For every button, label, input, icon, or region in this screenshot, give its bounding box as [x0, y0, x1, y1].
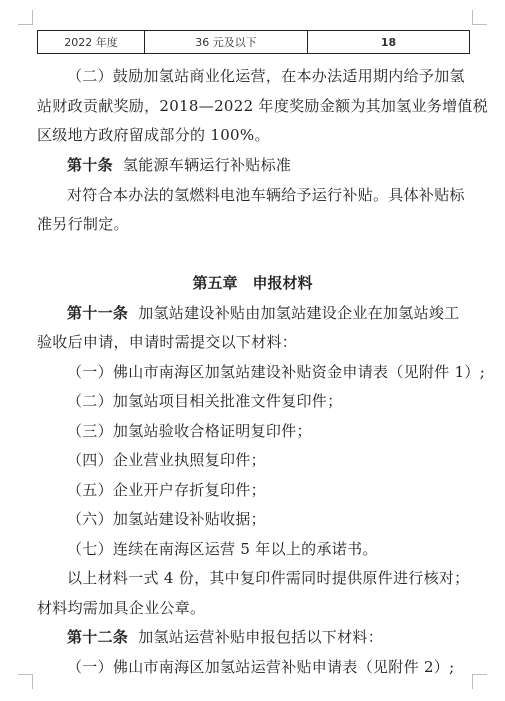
table-cell-subsidy: 18 [308, 31, 470, 54]
list-item: （三）加氢站验收合格证明复印件； [67, 422, 312, 440]
paragraph-line: 对符合本办法的氢燃料电池车辆给予运行补贴。具体补贴标 [67, 186, 465, 204]
table-cell-price-range: 36 元及以下 [145, 31, 308, 54]
crop-mark-top-left [18, 10, 33, 25]
list-item: （七）连续在南海区运营 5 年以上的承诺书。 [67, 540, 378, 558]
paragraph-line: 区级地方政府留成部分的 100%。 [37, 126, 270, 144]
article-11-heading [67, 303, 460, 323]
article-label: 第十条 [67, 156, 113, 174]
paragraph-line: 站财政贡献奖励，2018—2022 年度奖励金额为其加氢业务增值税 [37, 97, 489, 115]
list-item: （一）佛山市南海区加氢站运营补贴申请表（见附件 2）; [67, 658, 455, 676]
list-item: （六）加氢站建设补贴收据； [67, 510, 266, 528]
crop-mark-bottom-left [18, 674, 33, 689]
article-title: 氢能源车辆运行补贴标准 [122, 156, 292, 174]
paragraph-line: 准另行制定。 [37, 215, 129, 233]
chapter-title: 第五章 申报材料 [192, 274, 313, 292]
article-12-heading [67, 627, 383, 647]
list-item: （二）加氢站项目相关批准文件复印件； [67, 392, 343, 410]
table-cell-year: 2022 年度 [38, 31, 145, 54]
list-item: （一）佛山市南海区加氢站建设补贴资金申请表（见附件 1）; [67, 363, 486, 381]
paragraph-line: 材料均需加具企业公章。 [37, 599, 206, 617]
list-item: （四）企业营业执照复印件； [67, 451, 266, 469]
list-item: （五）企业开户存折复印件； [67, 481, 266, 499]
article-label: 第十一条 [67, 304, 129, 322]
crop-mark-bottom-right [472, 674, 487, 689]
paragraph-line: （二）鼓励加氢站商业化运营，在本办法适用期内给予加氢 [67, 67, 465, 85]
article-label: 第十二条 [67, 628, 129, 646]
article-text: 加氢站运营补贴申报包括以下材料： [138, 628, 384, 646]
subsidy-table [37, 30, 470, 54]
article-text: 加氢站建设补贴由加氢站建设企业在加氢站竣工 [138, 304, 460, 322]
crop-mark-top-right [472, 10, 487, 25]
paragraph-line: 验收后申请，申请时需提交以下材料： [37, 333, 298, 351]
paragraph-line: 以上材料一式 4 份，其中复印件需同时提供原件进行核对； [67, 569, 470, 587]
article-10-heading [67, 155, 291, 175]
table-row [38, 31, 470, 54]
